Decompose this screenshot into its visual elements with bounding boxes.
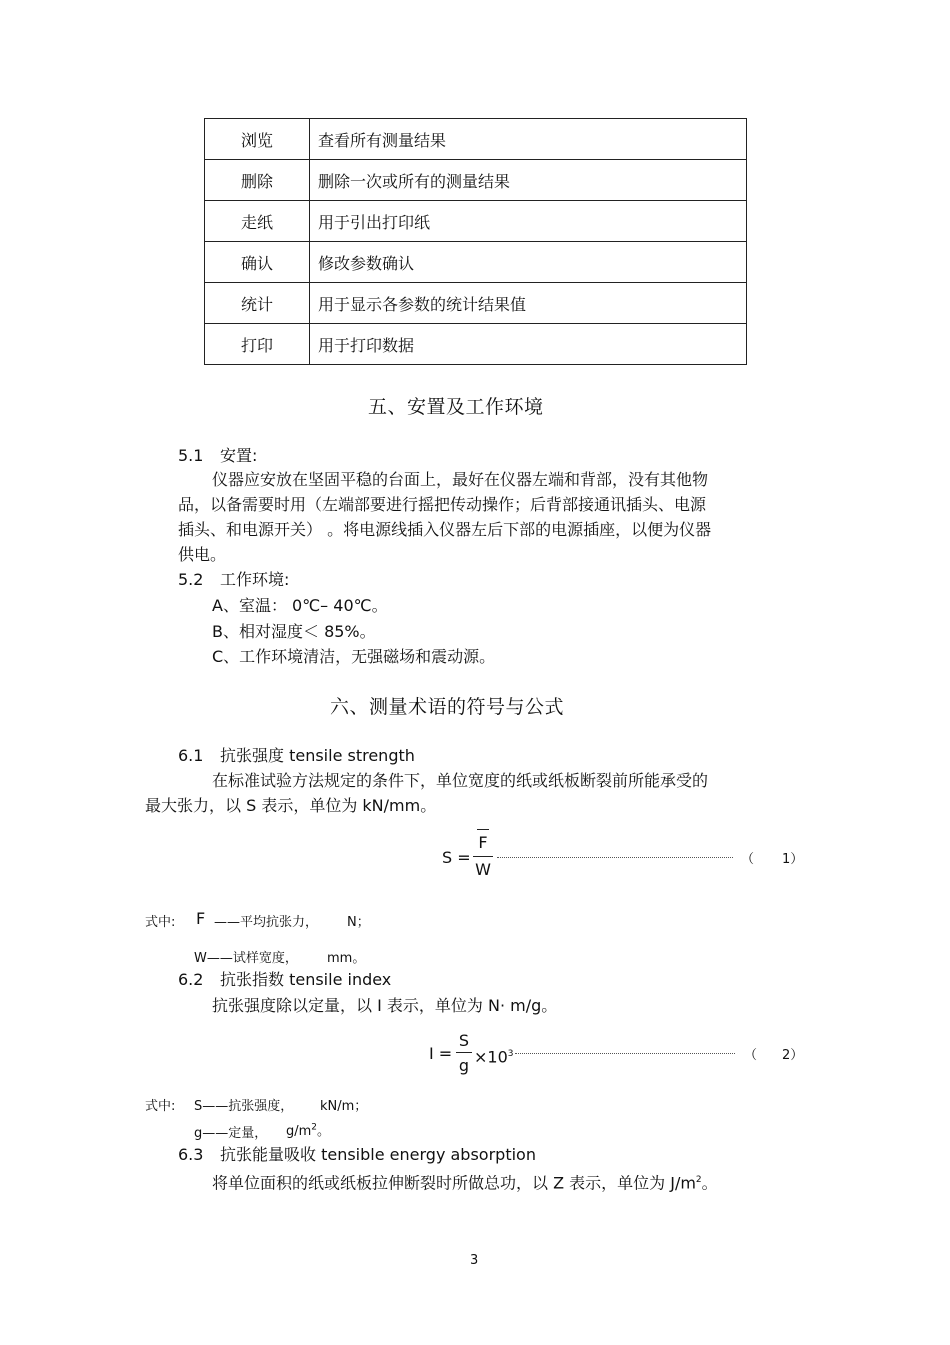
where-label: 式中: [145,1099,176,1114]
paragraph-line: 插头、和电源开关） 。将电源线插入仪器左后下部的电源插座，以便为仪器 [178,520,712,539]
variable-symbol: F [196,909,206,928]
desc-cell: 用于显示各参数的统计结果值 [310,283,747,324]
subsection-6-1-number: 6.1 [178,746,204,765]
equation-number: 2） [782,1048,804,1063]
subsection-6-1-title: 抗张强度 tensile strength [220,746,415,765]
subsection-6-3-number: 6.3 [178,1145,204,1164]
formula-denominator: g [458,1056,470,1075]
subsection-5-2-number: 5.2 [178,570,204,589]
variable-definition: W——试样宽度， [194,951,298,966]
desc-cell: 修改参数确认 [310,242,747,283]
section-5-title: 五、安置及工作环境 [368,396,544,418]
formula-numerator: F [478,833,488,852]
subsection-6-2-title: 抗张指数 tensile index [220,970,392,989]
fraction-bar [456,1052,472,1053]
table-row [205,242,747,283]
paragraph-line: 仪器应安放在坚固平稳的台面上，最好在仪器左端和背部，没有其他物 [212,470,709,489]
paragraph-line: 最大张力，以 S 表示，单位为 kN/mm。 [145,796,437,815]
subsection-6-2-number: 6.2 [178,970,204,989]
key-cell: 确认 [205,242,310,283]
formula-multiplier: $\times 10^3$ [474,1047,514,1067]
equation-open-paren: （ [744,1048,758,1063]
equation-number: 1） [782,852,804,867]
key-function-table [204,118,747,365]
paragraph-line: 将单位面积的纸或纸板拉伸断裂时所做总功，以 Z 表示，单位为 $J/m^2$。 [212,1173,718,1193]
desc-cell: 用于引出打印纸 [310,201,747,242]
overline [477,829,489,830]
desc-cell: 查看所有测量结果 [310,119,747,160]
variable-unit: N； [347,915,370,930]
leader-dots [515,1053,735,1054]
table-row [205,201,747,242]
page-number: 3 [470,1253,479,1268]
paragraph-line: 在标准试验方法规定的条件下，单位宽度的纸或纸板断裂前所能承受的 [212,771,709,790]
table-row [205,324,747,365]
subsection-6-3-title: 抗张能量吸收 tensible energy absorption [220,1145,536,1164]
subsection-5-2-title: 工作环境: [220,570,290,589]
section-6-title: 六、测量术语的符号与公式 [330,696,565,718]
formula-lhs: I = [429,1044,453,1063]
paragraph-line: 供电。 [178,545,227,564]
paragraph-line: 品，以备需要时用（左端部要进行摇把传动操作；后背部接通讯插头、电源 [178,495,707,514]
formula-numerator: S [458,1031,470,1050]
variable-definition: g——定量， [194,1126,268,1141]
table-row [205,160,747,201]
key-cell: 走纸 [205,201,310,242]
key-cell: 统计 [205,283,310,324]
variable-definition: S——抗张强度， [194,1099,294,1114]
variable-definition: ——平均抗张力， [214,915,319,930]
formula-denominator: W [475,860,491,879]
environment-item: B、相对湿度＜ 85%。 [212,622,376,641]
formula-lhs: S = [442,848,471,867]
variable-unit: $g/m^2$。 [286,1122,331,1139]
environment-item: A、室温： 0℃– 40℃。 [212,596,388,615]
paragraph-line: 抗张强度除以定量，以 I 表示，单位为 N· m/g。 [212,996,558,1015]
desc-cell: 用于打印数据 [310,324,747,365]
table-row [205,119,747,160]
table-row [205,283,747,324]
key-cell: 浏览 [205,119,310,160]
subsection-5-1-number: 5.1 [178,446,204,465]
variable-unit: mm。 [327,951,366,966]
subsection-5-1-title: 安置: [220,446,258,465]
key-cell: 打印 [205,324,310,365]
equation-open-paren: （ [741,852,755,867]
leader-dots [497,857,733,858]
fraction-bar [473,856,493,857]
where-label: 式中: [145,915,176,930]
key-cell: 删除 [205,160,310,201]
desc-cell: 删除一次或所有的测量结果 [310,160,747,201]
variable-unit: kN/m； [320,1099,368,1114]
environment-item: C、工作环境清洁，无强磁场和震动源。 [212,647,496,666]
